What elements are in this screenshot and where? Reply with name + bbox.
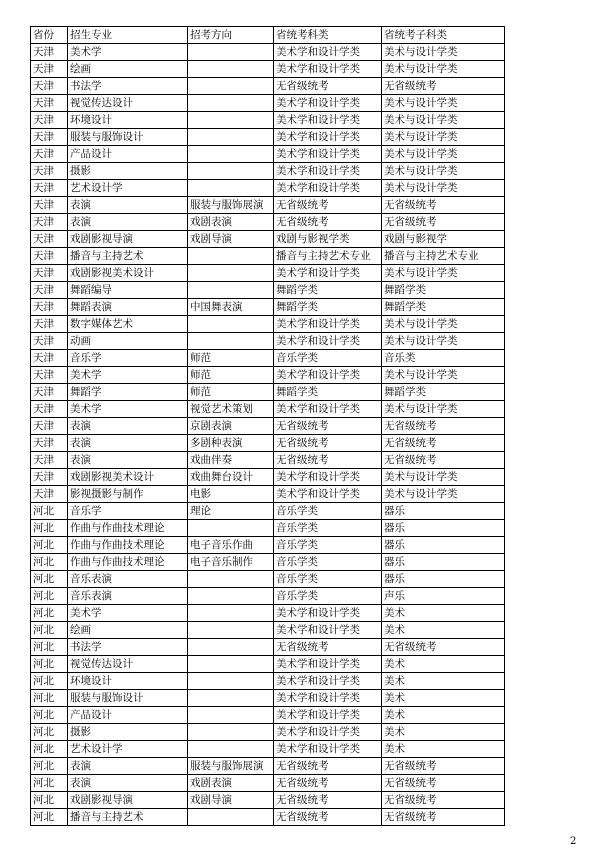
cell-direction <box>188 163 274 180</box>
table-row <box>31 401 505 418</box>
table-row <box>31 367 505 384</box>
cell-exam-subcategory: 美术与设计学类 <box>382 333 505 350</box>
cell-major: 戏剧影视导演 <box>68 231 188 248</box>
cell-province: 天津 <box>31 469 68 486</box>
cell-province: 河北 <box>31 809 68 826</box>
cell-exam-category: 无省级统考 <box>274 775 382 792</box>
cell-major: 美术学 <box>68 605 188 622</box>
admissions-table <box>30 26 505 826</box>
cell-major: 绘画 <box>68 61 188 78</box>
table-row <box>31 299 505 316</box>
table-header <box>31 27 505 44</box>
cell-major: 美术学 <box>68 44 188 61</box>
table-row <box>31 588 505 605</box>
cell-province: 天津 <box>31 299 68 316</box>
cell-exam-category: 美术学和设计学类 <box>274 95 382 112</box>
cell-province: 河北 <box>31 707 68 724</box>
cell-exam-category: 美术学和设计学类 <box>274 129 382 146</box>
cell-exam-category: 美术学和设计学类 <box>274 673 382 690</box>
cell-exam-category: 音乐学类 <box>274 571 382 588</box>
cell-exam-category: 无省级统考 <box>274 758 382 775</box>
cell-direction <box>188 588 274 605</box>
cell-province: 天津 <box>31 486 68 503</box>
cell-major: 产品设计 <box>68 146 188 163</box>
table-row <box>31 95 505 112</box>
cell-major: 书法学 <box>68 639 188 656</box>
cell-exam-category: 美术学和设计学类 <box>274 741 382 758</box>
header-direction: 招考方向 <box>188 27 274 44</box>
cell-province: 天津 <box>31 214 68 231</box>
cell-exam-category: 美术学和设计学类 <box>274 486 382 503</box>
cell-exam-category: 美术学和设计学类 <box>274 112 382 129</box>
cell-exam-subcategory: 美术 <box>382 673 505 690</box>
cell-exam-subcategory: 器乐 <box>382 537 505 554</box>
cell-province: 河北 <box>31 741 68 758</box>
cell-exam-category: 舞蹈学类 <box>274 384 382 401</box>
header-exam-subcategory: 省统考子科类 <box>382 27 505 44</box>
cell-direction <box>188 316 274 333</box>
cell-direction <box>188 146 274 163</box>
cell-major: 音乐表演 <box>68 588 188 605</box>
cell-exam-category: 无省级统考 <box>274 639 382 656</box>
cell-exam-subcategory: 播音与主持艺术专业 <box>382 248 505 265</box>
cell-direction <box>188 639 274 656</box>
cell-exam-subcategory: 无省级统考 <box>382 418 505 435</box>
cell-major: 表演 <box>68 775 188 792</box>
cell-exam-subcategory: 无省级统考 <box>382 435 505 452</box>
cell-exam-category: 无省级统考 <box>274 452 382 469</box>
cell-province: 天津 <box>31 401 68 418</box>
cell-major: 产品设计 <box>68 707 188 724</box>
cell-major: 绘画 <box>68 622 188 639</box>
cell-province: 河北 <box>31 673 68 690</box>
cell-major: 视觉传达设计 <box>68 656 188 673</box>
table-row <box>31 435 505 452</box>
cell-exam-category: 美术学和设计学类 <box>274 724 382 741</box>
header-province: 省份 <box>31 27 68 44</box>
cell-province: 天津 <box>31 418 68 435</box>
cell-exam-subcategory: 美术与设计学类 <box>382 469 505 486</box>
cell-exam-category: 音乐学类 <box>274 503 382 520</box>
table-row <box>31 554 505 571</box>
cell-major: 舞蹈编导 <box>68 282 188 299</box>
header-major: 招生专业 <box>68 27 188 44</box>
cell-exam-category: 播音与主持艺术专业 <box>274 248 382 265</box>
table-row <box>31 214 505 231</box>
cell-major: 影视摄影与制作 <box>68 486 188 503</box>
cell-exam-subcategory: 器乐 <box>382 503 505 520</box>
cell-exam-category: 美术学和设计学类 <box>274 163 382 180</box>
cell-exam-subcategory: 无省级统考 <box>382 197 505 214</box>
cell-province: 天津 <box>31 333 68 350</box>
table-row <box>31 639 505 656</box>
cell-province: 河北 <box>31 537 68 554</box>
cell-province: 天津 <box>31 231 68 248</box>
cell-direction <box>188 282 274 299</box>
cell-exam-category: 美术学和设计学类 <box>274 469 382 486</box>
table-row <box>31 163 505 180</box>
table-row <box>31 384 505 401</box>
cell-direction <box>188 520 274 537</box>
cell-major: 环境设计 <box>68 112 188 129</box>
cell-exam-category: 美术学和设计学类 <box>274 707 382 724</box>
cell-exam-subcategory: 美术与设计学类 <box>382 367 505 384</box>
cell-exam-category: 美术学和设计学类 <box>274 316 382 333</box>
table-row <box>31 248 505 265</box>
cell-exam-category: 舞蹈学类 <box>274 282 382 299</box>
cell-major: 摄影 <box>68 163 188 180</box>
cell-exam-category: 美术学和设计学类 <box>274 656 382 673</box>
table-row <box>31 350 505 367</box>
cell-province: 天津 <box>31 61 68 78</box>
cell-exam-subcategory: 无省级统考 <box>382 775 505 792</box>
cell-major: 作曲与作曲技术理论 <box>68 537 188 554</box>
cell-exam-subcategory: 美术与设计学类 <box>382 486 505 503</box>
cell-exam-subcategory: 无省级统考 <box>382 639 505 656</box>
cell-exam-category: 无省级统考 <box>274 197 382 214</box>
table-row <box>31 622 505 639</box>
cell-direction: 京剧表演 <box>188 418 274 435</box>
cell-exam-subcategory: 舞蹈学类 <box>382 299 505 316</box>
cell-major: 作曲与作曲技术理论 <box>68 554 188 571</box>
cell-direction <box>188 248 274 265</box>
cell-direction <box>188 673 274 690</box>
cell-exam-subcategory: 无省级统考 <box>382 792 505 809</box>
cell-major: 艺术设计学 <box>68 180 188 197</box>
cell-major: 播音与主持艺术 <box>68 809 188 826</box>
cell-major: 视觉传达设计 <box>68 95 188 112</box>
cell-direction: 师范 <box>188 367 274 384</box>
cell-exam-subcategory: 无省级统考 <box>382 809 505 826</box>
cell-direction <box>188 265 274 282</box>
cell-exam-category: 无省级统考 <box>274 435 382 452</box>
table-row <box>31 61 505 78</box>
cell-major: 美术学 <box>68 367 188 384</box>
cell-direction: 师范 <box>188 350 274 367</box>
table-row <box>31 758 505 775</box>
cell-province: 天津 <box>31 163 68 180</box>
cell-major: 舞蹈学 <box>68 384 188 401</box>
table-row <box>31 605 505 622</box>
cell-province: 天津 <box>31 316 68 333</box>
cell-exam-category: 美术学和设计学类 <box>274 622 382 639</box>
cell-direction <box>188 741 274 758</box>
table-row <box>31 741 505 758</box>
cell-exam-subcategory: 美术 <box>382 707 505 724</box>
cell-direction: 电子音乐作曲 <box>188 537 274 554</box>
cell-direction <box>188 571 274 588</box>
cell-exam-category: 音乐学类 <box>274 520 382 537</box>
cell-direction: 戏剧表演 <box>188 214 274 231</box>
cell-exam-subcategory: 无省级统考 <box>382 78 505 95</box>
table-row <box>31 571 505 588</box>
cell-exam-category: 美术学和设计学类 <box>274 367 382 384</box>
cell-major: 音乐学 <box>68 350 188 367</box>
cell-direction: 电子音乐制作 <box>188 554 274 571</box>
cell-province: 天津 <box>31 367 68 384</box>
table-row <box>31 231 505 248</box>
cell-major: 表演 <box>68 214 188 231</box>
cell-exam-category: 美术学和设计学类 <box>274 605 382 622</box>
cell-direction: 视觉艺术策划 <box>188 401 274 418</box>
table-row <box>31 282 505 299</box>
cell-province: 河北 <box>31 571 68 588</box>
cell-exam-subcategory: 美术与设计学类 <box>382 44 505 61</box>
cell-exam-category: 美术学和设计学类 <box>274 690 382 707</box>
cell-exam-category: 无省级统考 <box>274 809 382 826</box>
table-row <box>31 333 505 350</box>
cell-province: 天津 <box>31 384 68 401</box>
cell-direction: 中国舞表演 <box>188 299 274 316</box>
table-row <box>31 78 505 95</box>
cell-exam-category: 美术学和设计学类 <box>274 146 382 163</box>
cell-exam-subcategory: 无省级统考 <box>382 758 505 775</box>
cell-province: 河北 <box>31 724 68 741</box>
cell-major: 摄影 <box>68 724 188 741</box>
cell-major: 服装与服饰设计 <box>68 690 188 707</box>
table-row <box>31 265 505 282</box>
table-row <box>31 537 505 554</box>
cell-province: 天津 <box>31 112 68 129</box>
cell-province: 天津 <box>31 95 68 112</box>
page-number: 2 <box>570 836 577 847</box>
cell-direction: 理论 <box>188 503 274 520</box>
cell-province: 天津 <box>31 452 68 469</box>
cell-direction: 戏曲伴奏 <box>188 452 274 469</box>
cell-province: 河北 <box>31 656 68 673</box>
cell-major: 美术学 <box>68 401 188 418</box>
cell-province: 天津 <box>31 248 68 265</box>
cell-direction <box>188 605 274 622</box>
cell-exam-subcategory: 舞蹈学类 <box>382 282 505 299</box>
cell-direction: 电影 <box>188 486 274 503</box>
cell-major: 书法学 <box>68 78 188 95</box>
cell-major: 艺术设计学 <box>68 741 188 758</box>
cell-exam-category: 无省级统考 <box>274 214 382 231</box>
cell-province: 河北 <box>31 775 68 792</box>
cell-province: 天津 <box>31 78 68 95</box>
table-row <box>31 197 505 214</box>
cell-major: 音乐学 <box>68 503 188 520</box>
cell-exam-category: 音乐学类 <box>274 554 382 571</box>
cell-province: 天津 <box>31 197 68 214</box>
cell-province: 天津 <box>31 350 68 367</box>
cell-major: 戏剧影视美术设计 <box>68 265 188 282</box>
cell-exam-subcategory: 美术 <box>382 622 505 639</box>
cell-province: 河北 <box>31 503 68 520</box>
table-row <box>31 656 505 673</box>
cell-exam-category: 戏剧与影视学类 <box>274 231 382 248</box>
cell-major: 表演 <box>68 452 188 469</box>
cell-major: 播音与主持艺术 <box>68 248 188 265</box>
cell-major: 音乐表演 <box>68 571 188 588</box>
cell-major: 数字媒体艺术 <box>68 316 188 333</box>
cell-exam-subcategory: 美术与设计学类 <box>382 163 505 180</box>
cell-province: 河北 <box>31 639 68 656</box>
cell-exam-subcategory: 美术与设计学类 <box>382 112 505 129</box>
cell-exam-subcategory: 无省级统考 <box>382 452 505 469</box>
cell-exam-subcategory: 美术 <box>382 690 505 707</box>
cell-exam-subcategory: 器乐 <box>382 571 505 588</box>
cell-direction: 服装与服饰展演 <box>188 197 274 214</box>
cell-province: 河北 <box>31 554 68 571</box>
cell-exam-subcategory: 美术与设计学类 <box>382 316 505 333</box>
table-row <box>31 707 505 724</box>
cell-exam-category: 音乐学类 <box>274 350 382 367</box>
cell-province: 河北 <box>31 520 68 537</box>
cell-direction <box>188 129 274 146</box>
cell-exam-subcategory: 戏剧与影视学 <box>382 231 505 248</box>
cell-major: 表演 <box>68 435 188 452</box>
cell-major: 表演 <box>68 418 188 435</box>
cell-direction: 戏剧导演 <box>188 792 274 809</box>
table-row <box>31 520 505 537</box>
cell-exam-subcategory: 美术 <box>382 724 505 741</box>
cell-direction <box>188 95 274 112</box>
cell-province: 河北 <box>31 622 68 639</box>
cell-major: 表演 <box>68 758 188 775</box>
table-row <box>31 129 505 146</box>
table-row <box>31 792 505 809</box>
cell-major: 戏剧影视导演 <box>68 792 188 809</box>
cell-exam-category: 美术学和设计学类 <box>274 180 382 197</box>
cell-exam-subcategory: 器乐 <box>382 520 505 537</box>
cell-exam-category: 美术学和设计学类 <box>274 265 382 282</box>
cell-province: 天津 <box>31 180 68 197</box>
header-row <box>31 27 505 44</box>
table-row <box>31 44 505 61</box>
cell-exam-subcategory: 美术与设计学类 <box>382 129 505 146</box>
table-row <box>31 486 505 503</box>
cell-direction: 戏曲舞台设计 <box>188 469 274 486</box>
cell-direction: 服装与服饰展演 <box>188 758 274 775</box>
table-row <box>31 452 505 469</box>
table-row <box>31 503 505 520</box>
cell-exam-subcategory: 美术与设计学类 <box>382 265 505 282</box>
cell-province: 天津 <box>31 129 68 146</box>
table-row <box>31 673 505 690</box>
cell-exam-category: 音乐学类 <box>274 588 382 605</box>
cell-exam-category: 美术学和设计学类 <box>274 61 382 78</box>
cell-province: 天津 <box>31 435 68 452</box>
table-row <box>31 316 505 333</box>
cell-exam-subcategory: 美术 <box>382 656 505 673</box>
cell-province: 河北 <box>31 690 68 707</box>
cell-major: 动画 <box>68 333 188 350</box>
cell-exam-subcategory: 舞蹈学类 <box>382 384 505 401</box>
cell-exam-subcategory: 美术与设计学类 <box>382 180 505 197</box>
cell-province: 河北 <box>31 758 68 775</box>
table-row <box>31 112 505 129</box>
cell-major: 戏剧影视美术设计 <box>68 469 188 486</box>
cell-direction <box>188 690 274 707</box>
cell-exam-subcategory: 美术 <box>382 741 505 758</box>
cell-exam-subcategory: 美术与设计学类 <box>382 401 505 418</box>
cell-direction: 师范 <box>188 384 274 401</box>
table-row <box>31 469 505 486</box>
cell-exam-subcategory: 声乐 <box>382 588 505 605</box>
cell-direction <box>188 656 274 673</box>
cell-province: 天津 <box>31 44 68 61</box>
cell-direction <box>188 180 274 197</box>
cell-province: 天津 <box>31 146 68 163</box>
cell-exam-category: 音乐学类 <box>274 537 382 554</box>
table-row <box>31 775 505 792</box>
cell-direction <box>188 44 274 61</box>
cell-direction <box>188 333 274 350</box>
table-row <box>31 180 505 197</box>
cell-exam-subcategory: 美术 <box>382 605 505 622</box>
cell-exam-category: 美术学和设计学类 <box>274 44 382 61</box>
cell-exam-category: 美术学和设计学类 <box>274 401 382 418</box>
cell-direction <box>188 61 274 78</box>
table-row <box>31 418 505 435</box>
cell-direction <box>188 78 274 95</box>
table-row <box>31 724 505 741</box>
cell-direction <box>188 809 274 826</box>
cell-major: 作曲与作曲技术理论 <box>68 520 188 537</box>
cell-major: 服装与服饰设计 <box>68 129 188 146</box>
table-row <box>31 809 505 826</box>
cell-major: 舞蹈表演 <box>68 299 188 316</box>
cell-exam-subcategory: 美术与设计学类 <box>382 95 505 112</box>
cell-exam-subcategory: 音乐类 <box>382 350 505 367</box>
cell-direction <box>188 724 274 741</box>
cell-province: 天津 <box>31 282 68 299</box>
cell-province: 河北 <box>31 792 68 809</box>
cell-direction <box>188 707 274 724</box>
table-row <box>31 690 505 707</box>
cell-exam-category: 舞蹈学类 <box>274 299 382 316</box>
cell-exam-subcategory: 美术与设计学类 <box>382 61 505 78</box>
header-exam-category: 省统考科类 <box>274 27 382 44</box>
cell-exam-category: 美术学和设计学类 <box>274 333 382 350</box>
cell-exam-category: 无省级统考 <box>274 792 382 809</box>
cell-exam-subcategory: 美术与设计学类 <box>382 146 505 163</box>
cell-exam-category: 无省级统考 <box>274 78 382 95</box>
cell-exam-category: 无省级统考 <box>274 418 382 435</box>
cell-province: 河北 <box>31 588 68 605</box>
cell-exam-subcategory: 无省级统考 <box>382 214 505 231</box>
cell-exam-subcategory: 器乐 <box>382 554 505 571</box>
cell-province: 天津 <box>31 265 68 282</box>
cell-major: 表演 <box>68 197 188 214</box>
cell-direction <box>188 112 274 129</box>
cell-direction <box>188 622 274 639</box>
cell-major: 环境设计 <box>68 673 188 690</box>
table-body <box>31 44 505 826</box>
cell-direction: 戏剧导演 <box>188 231 274 248</box>
cell-province: 河北 <box>31 605 68 622</box>
table-row <box>31 146 505 163</box>
cell-direction: 戏剧表演 <box>188 775 274 792</box>
cell-direction: 多剧种表演 <box>188 435 274 452</box>
